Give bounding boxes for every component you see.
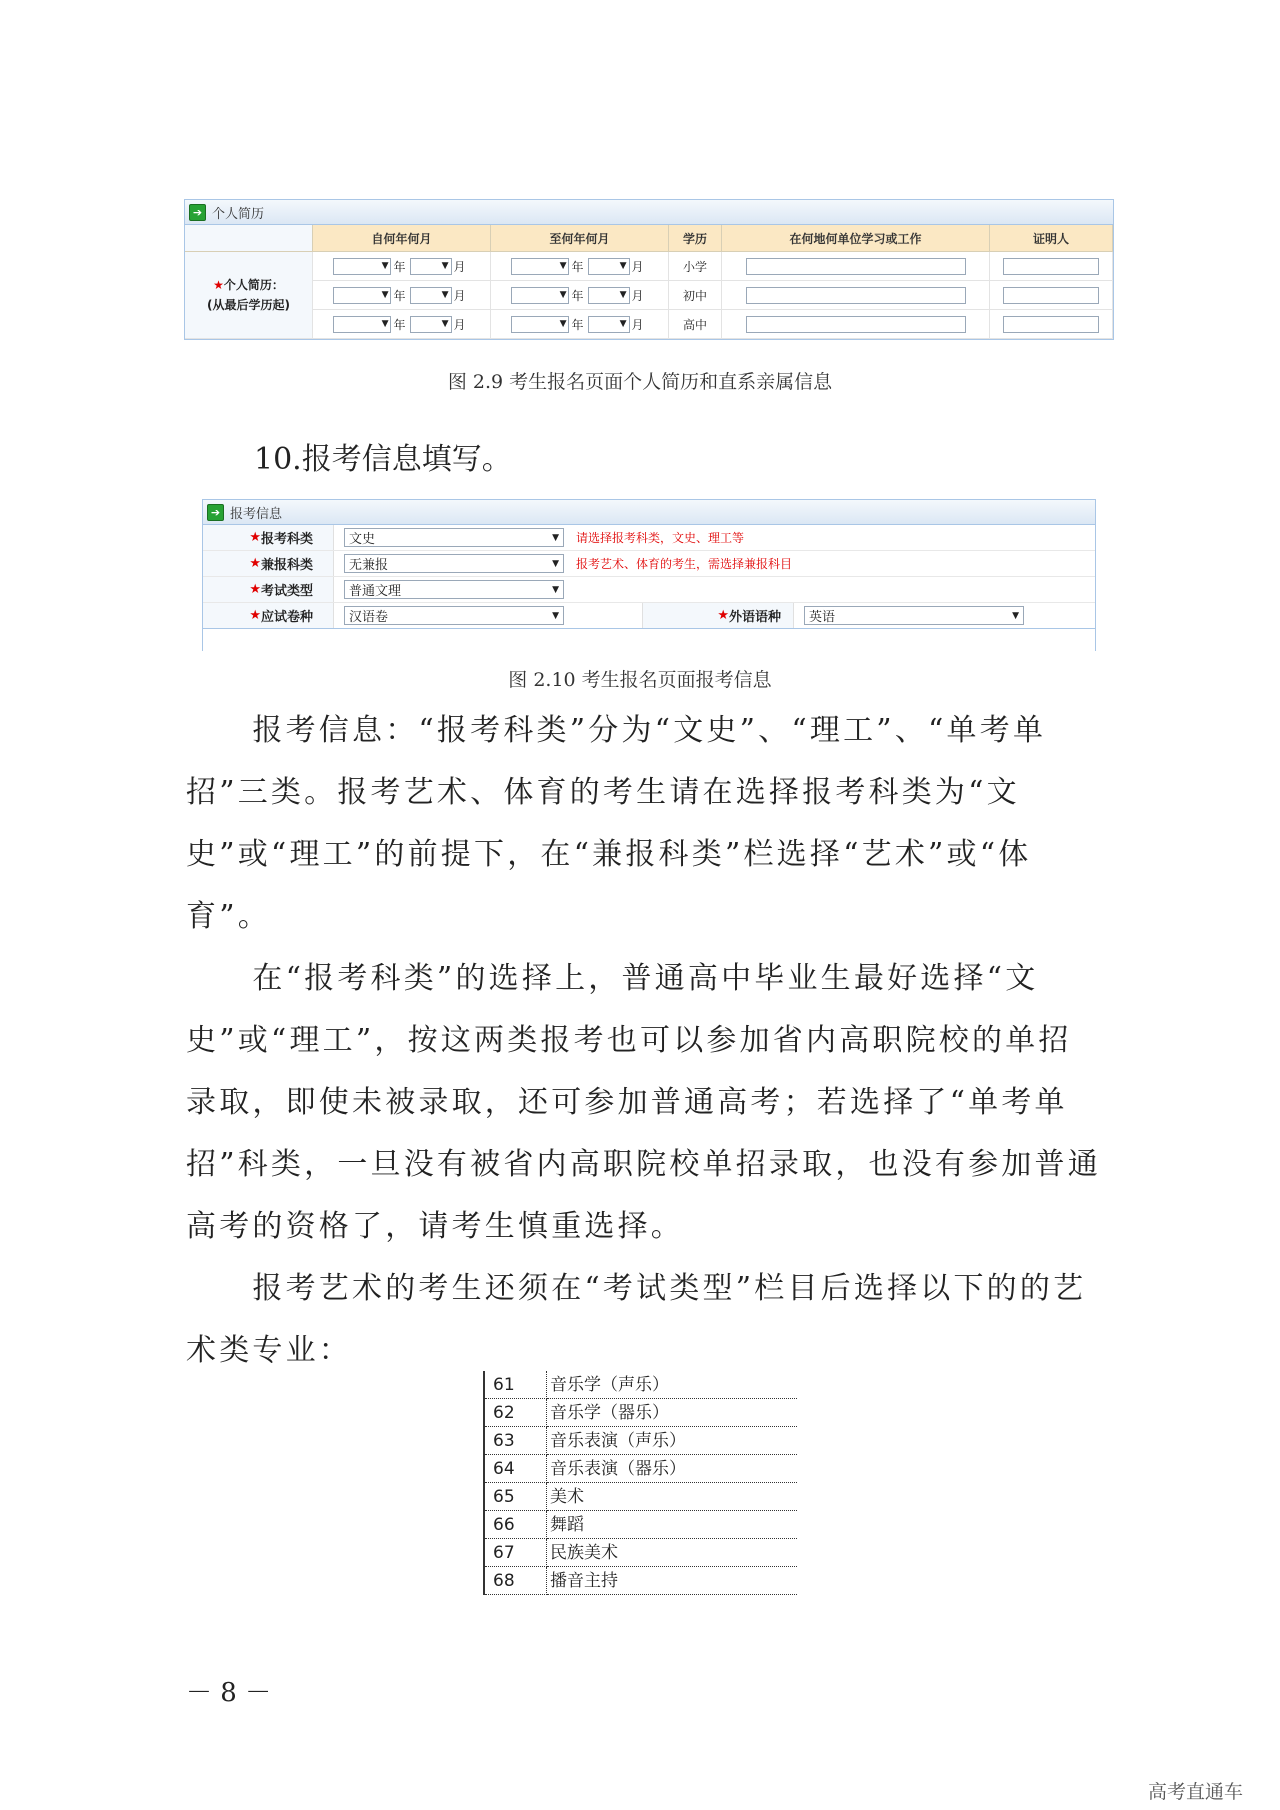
from-year-select[interactable]: ▼ [333, 316, 391, 333]
art-major-row [485, 1399, 797, 1427]
resume-row-label [185, 252, 313, 339]
education-level: 小学 [669, 252, 722, 281]
apply-panel-title: 报考信息 [230, 506, 283, 522]
from-month-select[interactable]: ▼ [410, 316, 452, 333]
apply-row-extra-subject [203, 551, 1095, 577]
month-unit: 月 [453, 317, 466, 332]
resume-row [185, 252, 1113, 281]
extra-subject-select-value: 无兼报 [349, 558, 389, 573]
subject-select[interactable] [344, 528, 564, 547]
witness-cell [990, 281, 1113, 310]
resume-row [185, 310, 1113, 339]
extra-subject-hint: 报考艺术、体育的考生，需选择兼报科目 [576, 557, 793, 571]
apply-label-text: 考试类型 [260, 584, 313, 599]
exam-type-select[interactable] [344, 580, 564, 599]
apply-panel [202, 499, 1096, 651]
art-major-row [485, 1483, 797, 1511]
subject-select-value: 文史 [349, 532, 376, 547]
art-major-name: 美术 [547, 1483, 797, 1511]
apply-row-exam-type [203, 577, 1095, 603]
art-major-name: 民族美术 [547, 1539, 797, 1567]
step-10-heading: 10.报考信息填写。 [254, 442, 512, 477]
art-major-row [485, 1455, 797, 1483]
to-date-cell [491, 252, 669, 281]
year-unit: 年 [571, 259, 584, 274]
month-unit: 月 [631, 288, 644, 303]
from-date-cell [313, 310, 491, 339]
place-input[interactable] [746, 316, 966, 333]
art-major-code: 66 [485, 1511, 547, 1539]
witness-input[interactable] [1003, 258, 1099, 275]
year-unit: 年 [571, 317, 584, 332]
foreign-language-select-value: 英语 [809, 610, 836, 625]
to-month-select[interactable]: ▼ [588, 316, 630, 333]
foreign-language-label-text: 外语语种 [728, 610, 781, 625]
from-month-select[interactable]: ▼ [410, 258, 452, 275]
required-star-icon: ★ [249, 530, 261, 545]
paper-type-select-value: 汉语卷 [349, 610, 389, 625]
art-major-name: 音乐表演（器乐） [547, 1455, 797, 1483]
place-cell [722, 281, 990, 310]
apply-panel-bottom [202, 629, 1096, 651]
art-major-row [485, 1567, 797, 1595]
place-cell [722, 310, 990, 339]
chevron-down-icon: ▼ [552, 558, 559, 569]
resume-label-line2: (从最后学历起) [207, 298, 290, 312]
chevron-down-icon: ▼ [552, 584, 559, 595]
to-date-cell [491, 310, 669, 339]
from-year-select[interactable]: ▼ [333, 258, 391, 275]
extra-subject-select[interactable] [344, 554, 564, 573]
education-level: 高中 [669, 310, 722, 339]
foreign-language-label [642, 603, 794, 628]
art-major-code: 65 [485, 1483, 547, 1511]
art-major-code: 64 [485, 1455, 547, 1483]
chevron-down-icon: ▼ [1012, 610, 1019, 621]
from-date-cell [313, 252, 491, 281]
resume-panel [184, 199, 1114, 340]
resume-header-row [185, 225, 1113, 252]
month-unit: 月 [453, 259, 466, 274]
from-date-cell [313, 281, 491, 310]
art-major-code: 62 [485, 1399, 547, 1427]
art-major-code: 63 [485, 1427, 547, 1455]
resume-label-line1: 个人简历： [223, 278, 284, 292]
witness-cell [990, 252, 1113, 281]
header-to-date: 至何年何月 [491, 225, 669, 252]
resume-row [185, 281, 1113, 310]
from-month-select[interactable]: ▼ [410, 287, 452, 304]
art-major-code: 61 [485, 1371, 547, 1399]
art-major-row [485, 1427, 797, 1455]
resume-panel-header [185, 200, 1113, 225]
witness-input[interactable] [1003, 287, 1099, 304]
art-major-name: 音乐学（器乐） [547, 1399, 797, 1427]
chevron-down-icon: ▼ [552, 610, 559, 621]
paragraph-subject-choice: 在“报考科类”的选择上，普通高中毕业生最好选择“文史”或“理工”，按这两类报考也可以参加省内高职院校的单招录取，即使未被录取，还可参加普通高考；若选择了“单考单招”科类，一旦没有被省内高职院校单招录取，也没有参加普通高考的资格了，请考生慎重选择。 [186, 961, 1101, 1244]
art-major-row [485, 1539, 797, 1567]
header-education: 学历 [669, 225, 722, 252]
foreign-language-select[interactable] [804, 606, 1024, 625]
year-unit: 年 [393, 259, 406, 274]
witness-input[interactable] [1003, 316, 1099, 333]
art-major-row [485, 1511, 797, 1539]
art-major-list [483, 1371, 797, 1595]
figure-2-10-caption: 图 2.10 考生报名页面报考信息 [508, 669, 772, 691]
apply-label [203, 603, 334, 628]
subject-hint: 请选择报考科类，文史、理工等 [576, 531, 745, 545]
year-unit: 年 [393, 288, 406, 303]
paragraph-apply-info: 报考信息：“报考科类”分为“文史”、“理工”、“单考单招”三类。报考艺术、体育的考生请在选择报考科类为“文史”或“理工”的前提下，在“兼报科类”栏选择“艺术”或“体育”。 [186, 713, 1047, 934]
header-place: 在何地何单位学习或工作 [722, 225, 990, 252]
apply-label-text: 应试卷种 [260, 610, 313, 625]
to-month-select[interactable]: ▼ [588, 258, 630, 275]
to-year-select[interactable]: ▼ [511, 287, 569, 304]
art-major-name: 音乐表演（声乐） [547, 1427, 797, 1455]
header-witness: 证明人 [990, 225, 1113, 252]
figure-2-9-caption: 图 2.9 考生报名页面个人简历和直系亲属信息 [447, 371, 833, 393]
year-unit: 年 [571, 288, 584, 303]
arrow-right-icon: ➔ [207, 504, 224, 521]
art-major-name: 音乐学（声乐） [547, 1371, 797, 1399]
apply-label [203, 577, 334, 602]
year-unit: 年 [393, 317, 406, 332]
to-year-select[interactable]: ▼ [511, 258, 569, 275]
place-input[interactable] [746, 258, 966, 275]
art-major-name: 播音主持 [547, 1567, 797, 1595]
apply-label [203, 525, 334, 550]
apply-panel-header [203, 500, 1095, 525]
page-number: － 8 － [186, 1678, 272, 1708]
exam-type-select-value: 普通文理 [349, 584, 402, 599]
apply-row-subject [203, 525, 1095, 551]
apply-label-text: 报考科类 [260, 532, 313, 547]
required-star-icon: ★ [249, 556, 261, 571]
resume-table [185, 225, 1113, 339]
required-star-icon: ★ [213, 278, 224, 292]
required-star-icon: ★ [717, 608, 729, 623]
art-major-code: 67 [485, 1539, 547, 1567]
paper-type-select[interactable] [344, 606, 564, 625]
required-star-icon: ★ [249, 608, 261, 623]
apply-label-text: 兼报科类 [260, 558, 313, 573]
month-unit: 月 [631, 259, 644, 274]
from-year-select[interactable]: ▼ [333, 287, 391, 304]
witness-cell [990, 310, 1113, 339]
apply-row-paper-type [203, 603, 1095, 629]
apply-label [203, 551, 334, 576]
paragraph-art-major: 报考艺术的考生还须在“考试类型”栏目后选择以下的的艺术类专业： [186, 1271, 1087, 1368]
arrow-right-icon: ➔ [189, 204, 206, 221]
place-cell [722, 252, 990, 281]
art-major-name: 舞蹈 [547, 1511, 797, 1539]
watermark: 高考直通车 [1148, 1781, 1244, 1803]
header-from-date: 自何年何月 [313, 225, 491, 252]
art-major-code: 68 [485, 1567, 547, 1595]
to-date-cell [491, 281, 669, 310]
education-level: 初中 [669, 281, 722, 310]
month-unit: 月 [631, 317, 644, 332]
empty-header-cell [185, 225, 313, 252]
to-year-select[interactable]: ▼ [511, 316, 569, 333]
chevron-down-icon: ▼ [552, 532, 559, 543]
month-unit: 月 [453, 288, 466, 303]
resume-panel-title: 个人简历 [212, 206, 265, 222]
to-month-select[interactable]: ▼ [588, 287, 630, 304]
place-input[interactable] [746, 287, 966, 304]
required-star-icon: ★ [249, 582, 261, 597]
art-major-row [485, 1371, 797, 1399]
